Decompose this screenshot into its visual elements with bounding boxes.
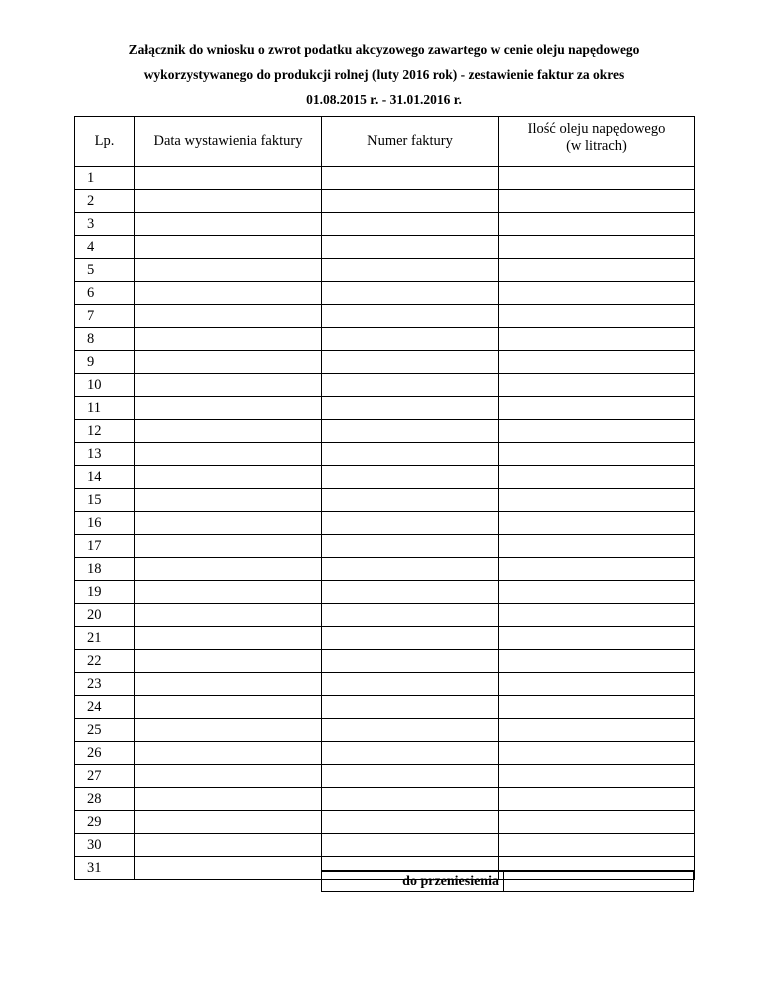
row-date-cell[interactable]	[135, 443, 322, 466]
table-row	[75, 581, 695, 604]
table-row	[75, 259, 695, 282]
header-quantity	[499, 117, 695, 167]
row-lp-cell: 24	[75, 696, 135, 719]
row-lp-cell: 7	[75, 305, 135, 328]
row-quantity-cell[interactable]	[499, 167, 695, 190]
table-row	[75, 190, 695, 213]
row-date-cell[interactable]	[135, 305, 322, 328]
row-quantity-cell[interactable]	[499, 788, 695, 811]
row-date-cell[interactable]	[135, 696, 322, 719]
row-lp-cell: 5	[75, 259, 135, 282]
row-quantity-cell[interactable]	[499, 673, 695, 696]
row-number-cell[interactable]	[322, 328, 499, 351]
table-row	[75, 466, 695, 489]
row-date-cell[interactable]	[135, 719, 322, 742]
row-date-cell[interactable]	[135, 236, 322, 259]
row-quantity-cell[interactable]	[499, 627, 695, 650]
row-lp-cell: 11	[75, 397, 135, 420]
row-date-cell[interactable]	[135, 673, 322, 696]
row-number-cell[interactable]	[322, 811, 499, 834]
row-quantity-cell[interactable]	[499, 489, 695, 512]
row-date-cell[interactable]	[135, 397, 322, 420]
table-row	[75, 305, 695, 328]
table-row	[75, 351, 695, 374]
table-header-row	[75, 117, 695, 167]
row-number-cell[interactable]	[322, 167, 499, 190]
row-date-cell[interactable]	[135, 650, 322, 673]
row-lp-cell: 20	[75, 604, 135, 627]
row-quantity-cell[interactable]	[499, 696, 695, 719]
header-date: Data wystawienia faktury	[135, 117, 322, 167]
header-quantity-line2: (w litrach)	[566, 138, 627, 154]
row-quantity-cell[interactable]	[499, 259, 695, 282]
row-date-cell[interactable]	[135, 213, 322, 236]
table-body	[75, 167, 695, 880]
title-line-3: 01.08.2015 r. - 31.01.2016 r.	[306, 92, 462, 107]
row-number-cell[interactable]	[322, 558, 499, 581]
table-row	[75, 213, 695, 236]
table-row	[75, 328, 695, 351]
row-date-cell[interactable]	[135, 604, 322, 627]
row-date-cell[interactable]	[135, 259, 322, 282]
row-number-cell[interactable]	[322, 627, 499, 650]
row-quantity-cell[interactable]	[499, 328, 695, 351]
table-row	[75, 443, 695, 466]
row-date-cell[interactable]	[135, 558, 322, 581]
table-row	[75, 374, 695, 397]
row-quantity-cell[interactable]	[499, 742, 695, 765]
row-date-cell[interactable]	[135, 512, 322, 535]
row-date-cell[interactable]	[135, 788, 322, 811]
carry-over-label: do przeniesienia	[322, 872, 504, 891]
row-lp-cell: 18	[75, 558, 135, 581]
row-date-cell[interactable]	[135, 282, 322, 305]
row-number-cell[interactable]	[322, 305, 499, 328]
row-lp-cell: 2	[75, 190, 135, 213]
row-number-cell[interactable]	[322, 282, 499, 305]
row-quantity-cell[interactable]	[499, 397, 695, 420]
table-row	[75, 236, 695, 259]
table-row	[75, 765, 695, 788]
table-row	[75, 627, 695, 650]
row-number-cell[interactable]	[322, 650, 499, 673]
row-number-cell[interactable]	[322, 696, 499, 719]
row-quantity-cell[interactable]	[499, 535, 695, 558]
row-quantity-cell[interactable]	[499, 236, 695, 259]
row-date-cell[interactable]	[135, 374, 322, 397]
row-quantity-cell[interactable]	[499, 834, 695, 857]
row-quantity-cell[interactable]	[499, 558, 695, 581]
table-row	[75, 834, 695, 857]
row-lp-cell: 12	[75, 420, 135, 443]
row-quantity-cell[interactable]	[499, 604, 695, 627]
row-number-cell[interactable]	[322, 604, 499, 627]
row-quantity-cell[interactable]	[499, 512, 695, 535]
row-number-cell[interactable]	[322, 788, 499, 811]
table-row	[75, 673, 695, 696]
carry-over-value-cell[interactable]	[504, 872, 693, 891]
table-row	[75, 512, 695, 535]
row-number-cell[interactable]	[322, 581, 499, 604]
row-lp-cell: 3	[75, 213, 135, 236]
row-number-cell[interactable]	[322, 489, 499, 512]
header-number: Numer faktury	[322, 117, 499, 167]
row-date-cell[interactable]	[135, 167, 322, 190]
header-quantity-line1: Ilość oleju napędowego	[527, 121, 666, 137]
row-number-cell[interactable]	[322, 236, 499, 259]
row-lp-cell: 19	[75, 581, 135, 604]
header-lp: Lp.	[75, 117, 135, 167]
row-date-cell[interactable]	[135, 328, 322, 351]
row-lp-cell: 27	[75, 765, 135, 788]
row-number-cell[interactable]	[322, 420, 499, 443]
row-lp-cell: 15	[75, 489, 135, 512]
row-quantity-cell[interactable]	[499, 719, 695, 742]
row-date-cell[interactable]	[135, 190, 322, 213]
row-lp-cell: 9	[75, 351, 135, 374]
row-date-cell[interactable]	[135, 834, 322, 857]
row-number-cell[interactable]	[322, 535, 499, 558]
row-date-cell[interactable]	[135, 535, 322, 558]
row-lp-cell: 22	[75, 650, 135, 673]
row-quantity-cell[interactable]	[499, 190, 695, 213]
row-number-cell[interactable]	[322, 765, 499, 788]
row-number-cell[interactable]	[322, 190, 499, 213]
row-number-cell[interactable]	[322, 742, 499, 765]
row-quantity-cell[interactable]	[499, 443, 695, 466]
row-date-cell[interactable]	[135, 742, 322, 765]
row-number-cell[interactable]	[322, 351, 499, 374]
row-number-cell[interactable]	[322, 834, 499, 857]
table-row	[75, 650, 695, 673]
table-row	[75, 788, 695, 811]
row-quantity-cell[interactable]	[499, 811, 695, 834]
table-row	[75, 167, 695, 190]
row-quantity-cell[interactable]	[499, 466, 695, 489]
row-quantity-cell[interactable]	[499, 581, 695, 604]
row-date-cell[interactable]	[135, 581, 322, 604]
row-number-cell[interactable]	[322, 719, 499, 742]
row-lp-cell: 23	[75, 673, 135, 696]
table-row	[75, 397, 695, 420]
row-date-cell[interactable]	[135, 765, 322, 788]
row-lp-cell: 1	[75, 167, 135, 190]
row-date-cell[interactable]	[135, 466, 322, 489]
row-quantity-cell[interactable]	[499, 650, 695, 673]
row-quantity-cell[interactable]	[499, 765, 695, 788]
row-number-cell[interactable]	[322, 673, 499, 696]
row-lp-cell: 30	[75, 834, 135, 857]
row-lp-cell: 10	[75, 374, 135, 397]
row-date-cell[interactable]	[135, 489, 322, 512]
row-date-cell[interactable]	[135, 811, 322, 834]
row-lp-cell: 14	[75, 466, 135, 489]
table-row	[75, 558, 695, 581]
row-quantity-cell[interactable]	[499, 351, 695, 374]
row-lp-cell: 4	[75, 236, 135, 259]
table-row	[75, 420, 695, 443]
table-row	[75, 811, 695, 834]
row-lp-cell: 28	[75, 788, 135, 811]
title-line-2: wykorzystywanego do produkcji rolnej (luty 2016 rok) - zestawienie faktur za okres	[143, 67, 625, 82]
invoice-table	[74, 116, 695, 880]
row-number-cell[interactable]	[322, 466, 499, 489]
row-lp-cell: 31	[75, 857, 135, 880]
row-quantity-cell[interactable]	[499, 282, 695, 305]
document-title	[0, 37, 768, 112]
row-date-cell[interactable]	[135, 351, 322, 374]
row-number-cell[interactable]	[322, 512, 499, 535]
row-quantity-cell[interactable]	[499, 420, 695, 443]
row-quantity-cell[interactable]	[499, 213, 695, 236]
row-lp-cell: 8	[75, 328, 135, 351]
row-lp-cell: 6	[75, 282, 135, 305]
carry-over-row	[321, 870, 694, 892]
table-row	[75, 696, 695, 719]
title-line-1: Załącznik do wniosku o zwrot podatku akcyzowego zawartego w cenie oleju napędowego	[128, 42, 640, 57]
table-row	[75, 282, 695, 305]
table-row	[75, 535, 695, 558]
table-row	[75, 604, 695, 627]
row-lp-cell: 29	[75, 811, 135, 834]
row-quantity-cell[interactable]	[499, 305, 695, 328]
row-quantity-cell[interactable]	[499, 374, 695, 397]
table-row	[75, 742, 695, 765]
table-row	[75, 719, 695, 742]
row-lp-cell: 21	[75, 627, 135, 650]
row-lp-cell: 25	[75, 719, 135, 742]
row-lp-cell: 16	[75, 512, 135, 535]
row-lp-cell: 26	[75, 742, 135, 765]
row-lp-cell: 13	[75, 443, 135, 466]
row-number-cell[interactable]	[322, 443, 499, 466]
table-row	[75, 489, 695, 512]
row-date-cell[interactable]	[135, 420, 322, 443]
row-number-cell[interactable]	[322, 374, 499, 397]
row-date-cell[interactable]	[135, 857, 322, 880]
row-number-cell[interactable]	[322, 397, 499, 420]
row-lp-cell: 17	[75, 535, 135, 558]
row-date-cell[interactable]	[135, 627, 322, 650]
row-number-cell[interactable]	[322, 259, 499, 282]
row-number-cell[interactable]	[322, 213, 499, 236]
